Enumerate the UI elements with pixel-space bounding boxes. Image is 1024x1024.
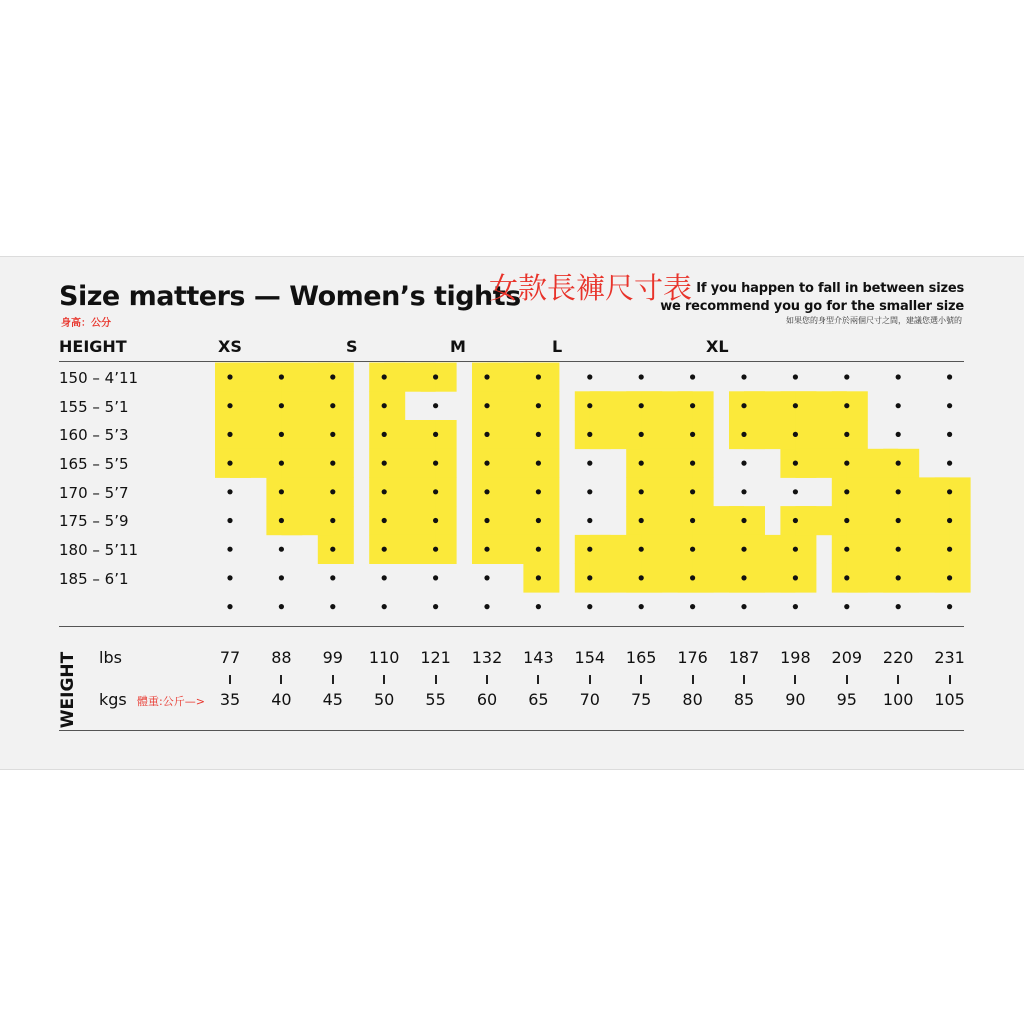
weight-tick <box>537 675 539 684</box>
grid-dot <box>382 374 387 379</box>
grid-dot <box>947 432 952 437</box>
weight-tick <box>435 675 437 684</box>
grid-dot <box>536 575 541 580</box>
size-region-joint-xl <box>898 535 949 564</box>
grid-dot <box>741 432 746 437</box>
grid-dot <box>484 403 489 408</box>
advice-line-1: If you happen to fall in between sizes <box>696 281 964 296</box>
weight-lbs-label: 99 <box>322 648 343 667</box>
grid-dot <box>484 518 489 523</box>
grid-dot <box>227 461 232 466</box>
grid-dot <box>947 518 952 523</box>
grid-dot <box>330 547 335 552</box>
height-row-label: 175 – 5’9 <box>59 512 129 530</box>
size-label-xl: XL <box>706 337 729 356</box>
weight-tick <box>280 675 282 684</box>
grid-dot <box>279 489 284 494</box>
size-region-joint-xs <box>281 363 332 392</box>
grid-dot <box>844 604 849 609</box>
weight-kgs-label: 100 <box>882 690 914 709</box>
grid-dot <box>741 489 746 494</box>
grid-dot <box>741 518 746 523</box>
chart-title: Size matters — Women’s tights <box>59 281 521 312</box>
size-region-joint-xl <box>898 564 949 593</box>
weight-kgs-label: 85 <box>733 690 755 709</box>
weight-kgs-label: 50 <box>374 690 395 709</box>
grid-dot <box>227 575 232 580</box>
weight-tick <box>794 675 796 684</box>
grid-dot <box>382 432 387 437</box>
weight-tick <box>589 675 591 684</box>
size-region-joint-l <box>744 564 795 593</box>
grid-dot <box>227 403 232 408</box>
size-region-joint-l <box>641 506 692 535</box>
grid-dot <box>382 518 387 523</box>
grid-dot <box>587 403 592 408</box>
grid-dot <box>896 432 901 437</box>
grid-dot <box>433 432 438 437</box>
grid-dot <box>844 489 849 494</box>
size-region-joint-m <box>487 506 538 535</box>
grid-dot <box>587 518 592 523</box>
grid-dot <box>896 518 901 523</box>
grid-dot <box>639 403 644 408</box>
size-region-joint-l <box>590 535 641 564</box>
grid-dot <box>587 575 592 580</box>
grid-dot <box>433 403 438 408</box>
grid-dot <box>741 374 746 379</box>
grid-dot <box>844 575 849 580</box>
size-region-joint-l <box>693 506 744 535</box>
grid-dot <box>433 374 438 379</box>
size-region-joint-xl <box>795 391 846 420</box>
grid-dot <box>279 461 284 466</box>
weight-kgs-label: 40 <box>271 690 292 709</box>
size-label-l: L <box>552 337 563 356</box>
chart-title-chinese: 女款長褲尺寸表 <box>489 271 693 305</box>
weight-lbs-label: 198 <box>780 648 811 667</box>
grid-dot <box>741 604 746 609</box>
size-region-joint-xs <box>230 363 281 392</box>
grid-dot <box>947 403 952 408</box>
size-region-joint-xl <box>847 564 898 593</box>
grid-dot <box>484 547 489 552</box>
grid-dot <box>433 518 438 523</box>
height-row-label: 165 – 5’5 <box>59 455 129 473</box>
grid-dot <box>741 547 746 552</box>
grid-dot <box>330 575 335 580</box>
grid-dot <box>484 575 489 580</box>
grid-dot <box>947 461 952 466</box>
grid-dot <box>793 547 798 552</box>
grid-dot <box>587 432 592 437</box>
size-region-joint-xs <box>230 391 281 420</box>
kgs-note-chinese: 體重:公斤—> <box>137 695 205 708</box>
grid-dot <box>896 461 901 466</box>
grid-dot <box>382 547 387 552</box>
size-region-joint-m <box>487 420 538 449</box>
grid-dot <box>844 432 849 437</box>
grid-dot <box>793 403 798 408</box>
grid-dot <box>690 604 695 609</box>
grid-dot <box>279 432 284 437</box>
weight-lbs-label: 231 <box>934 648 965 667</box>
size-region-joint-xs <box>281 420 332 449</box>
grid-dot <box>484 489 489 494</box>
grid-dot <box>587 374 592 379</box>
size-region-joint-s <box>384 535 435 564</box>
size-region-joint-l <box>641 477 692 506</box>
size-region-joint-xs <box>230 449 281 478</box>
grid-dot <box>690 518 695 523</box>
grid-dot <box>330 489 335 494</box>
size-region-joint-xl <box>744 420 795 449</box>
size-label-m: M <box>450 337 466 356</box>
weight-tick <box>846 675 848 684</box>
grid-dot <box>896 374 901 379</box>
weight-tick <box>949 675 951 684</box>
size-region-joint-l <box>641 391 692 420</box>
height-unit-note: 身高：公分 <box>61 318 111 329</box>
grid-dot <box>793 518 798 523</box>
grid-dot <box>947 575 952 580</box>
grid-dot <box>227 374 232 379</box>
grid-dot <box>330 604 335 609</box>
size-region-joint-xs <box>230 420 281 449</box>
grid-dot <box>433 461 438 466</box>
grid-dot <box>330 403 335 408</box>
grid-dot <box>227 547 232 552</box>
grid-dot <box>536 403 541 408</box>
height-column-header: HEIGHT <box>59 337 127 356</box>
grid-dot <box>330 461 335 466</box>
size-region-joint-xl <box>795 449 846 478</box>
unit-kgs-label: kgs <box>99 690 127 709</box>
weight-tick <box>743 675 745 684</box>
size-region-joint-xl <box>795 506 846 535</box>
grid-dot <box>793 432 798 437</box>
weight-lbs-label: 143 <box>523 648 554 667</box>
grid-dot <box>690 575 695 580</box>
size-label-s: S <box>346 337 358 356</box>
size-region-joint-m <box>487 391 538 420</box>
grid-dot <box>536 374 541 379</box>
size-region-joint-l <box>744 535 795 564</box>
grid-dot <box>844 461 849 466</box>
size-region-joint-m <box>487 477 538 506</box>
weight-kgs-label: 80 <box>682 690 703 709</box>
grid-dot <box>844 547 849 552</box>
grid-dot <box>382 403 387 408</box>
grid-dot <box>793 604 798 609</box>
grid-dot <box>896 604 901 609</box>
weight-tick <box>640 675 642 684</box>
weight-tick <box>383 675 385 684</box>
weight-lbs-label: 209 <box>831 648 863 667</box>
size-region-joint-l <box>590 564 641 593</box>
size-region-joint-s <box>384 449 435 478</box>
grid-dot <box>947 604 952 609</box>
grid-dot <box>896 403 901 408</box>
unit-lbs-label: lbs <box>99 648 122 667</box>
grid-dot <box>741 575 746 580</box>
height-row-label: 185 – 6’1 <box>59 570 129 588</box>
grid-dot <box>793 374 798 379</box>
weight-lbs-label: 77 <box>219 648 241 667</box>
grid-dot <box>690 432 695 437</box>
height-row-label: 150 – 4’11 <box>59 369 139 387</box>
height-row-label: 155 – 5’1 <box>59 398 129 416</box>
grid-dot <box>639 604 644 609</box>
size-region-joint-xs <box>281 449 332 478</box>
grid-dot <box>279 547 284 552</box>
grid-dot <box>690 489 695 494</box>
grid-dot <box>536 489 541 494</box>
grid-dot <box>947 489 952 494</box>
grid-dot <box>382 575 387 580</box>
grid-dot <box>587 489 592 494</box>
grid-dot <box>227 518 232 523</box>
size-region-joint-xl <box>898 506 949 535</box>
size-region-joint-s <box>384 420 435 449</box>
weight-lbs-label: 132 <box>471 648 503 667</box>
weight-tick <box>692 675 694 684</box>
size-label-xs: XS <box>218 337 242 356</box>
weight-kgs-label: 90 <box>785 690 806 709</box>
grid-dot <box>227 432 232 437</box>
advice-line-2: we recommend you go for the smaller size <box>660 299 964 314</box>
size-region-joint-m <box>487 535 538 564</box>
size-region-joint-m <box>487 363 538 392</box>
weight-kgs-label: 105 <box>934 690 965 709</box>
grid-dot <box>844 518 849 523</box>
size-region-joint-l <box>693 564 744 593</box>
grid-dot <box>896 575 901 580</box>
size-region-joint-xl <box>898 477 949 506</box>
grid-dot <box>484 604 489 609</box>
grid-dot <box>844 403 849 408</box>
grid-dot <box>227 604 232 609</box>
grid-dot <box>484 461 489 466</box>
size-region-joint-xs <box>281 477 332 506</box>
grid-dot <box>536 547 541 552</box>
weight-kgs-label: 55 <box>425 690 446 709</box>
weight-lbs-label: 176 <box>677 648 708 667</box>
grid-dot <box>741 461 746 466</box>
size-region-joint-l <box>641 564 692 593</box>
grid-dot <box>793 461 798 466</box>
grid-dot <box>896 547 901 552</box>
size-region-joint-s <box>384 477 435 506</box>
grid-dot <box>947 547 952 552</box>
grid-dot <box>382 604 387 609</box>
grid-dot <box>587 604 592 609</box>
grid-dot <box>639 432 644 437</box>
grid-dot <box>536 432 541 437</box>
grid-dot <box>279 403 284 408</box>
grid-dot <box>639 547 644 552</box>
grid-dot <box>639 518 644 523</box>
size-region-joint-l <box>590 420 641 449</box>
grid-dot <box>382 461 387 466</box>
weight-kgs-label: 60 <box>476 690 498 709</box>
size-region-cell-s <box>369 391 405 420</box>
weight-tick <box>897 675 899 684</box>
grid-dot <box>844 374 849 379</box>
size-region-joint-m <box>487 449 538 478</box>
size-region-joint-l <box>641 535 692 564</box>
weight-kgs-label: 75 <box>631 690 652 709</box>
grid-dot <box>639 489 644 494</box>
size-region-joint-xl <box>847 449 898 478</box>
size-region-cell-m <box>523 564 559 593</box>
grid-dot <box>330 518 335 523</box>
size-region-joint-xl <box>744 391 795 420</box>
size-region-joint-xl <box>847 506 898 535</box>
grid-dot <box>279 374 284 379</box>
weight-tick <box>229 675 231 684</box>
grid-dot <box>639 461 644 466</box>
grid-dot <box>330 374 335 379</box>
size-region-joint-l <box>590 391 641 420</box>
grid-dot <box>330 432 335 437</box>
grid-dot <box>896 489 901 494</box>
size-region-joint-xl <box>847 535 898 564</box>
size-region-cell-xs <box>318 535 354 564</box>
size-region-joint-xs <box>281 391 332 420</box>
size-region-joint-s <box>384 363 435 392</box>
grid-dot <box>484 374 489 379</box>
weight-lbs-label: 88 <box>271 648 292 667</box>
height-row-label: 160 – 5’3 <box>59 426 129 444</box>
grid-dot <box>279 518 284 523</box>
size-region-joint-l <box>693 535 744 564</box>
size-region-joint-s <box>384 506 435 535</box>
grid-dot <box>793 575 798 580</box>
grid-dot <box>279 575 284 580</box>
size-region-joint-l <box>641 420 692 449</box>
weight-lbs-label: 110 <box>368 648 400 667</box>
height-row-label: 180 – 5’11 <box>59 541 139 559</box>
size-region-joint-xl <box>795 420 846 449</box>
grid-dot <box>227 489 232 494</box>
size-region-joint-xs <box>281 506 332 535</box>
weight-lbs-label: 187 <box>728 648 760 667</box>
grid-dot <box>433 604 438 609</box>
grid-dot <box>947 374 952 379</box>
weight-tick <box>486 675 488 684</box>
grid-dot <box>587 461 592 466</box>
grid-dot <box>536 604 541 609</box>
weight-kgs-label: 45 <box>322 690 343 709</box>
grid-dot <box>536 518 541 523</box>
weight-kgs-label: 70 <box>579 690 600 709</box>
height-row-label: 170 – 5’7 <box>59 484 129 502</box>
grid-dot <box>793 489 798 494</box>
weight-axis-label: WEIGHT <box>58 651 78 729</box>
grid-dot <box>536 461 541 466</box>
weight-kgs-label: 95 <box>836 690 857 709</box>
grid-dot <box>741 403 746 408</box>
weight-kgs-label: 65 <box>528 690 549 709</box>
advice-chinese: 如果您的身型介於兩個尺寸之間，建議您選小號的 <box>786 316 962 325</box>
weight-tick <box>332 675 334 684</box>
grid-dot <box>433 547 438 552</box>
grid-dot <box>690 374 695 379</box>
grid-dot <box>484 432 489 437</box>
weight-lbs-label: 154 <box>574 648 606 667</box>
grid-dot <box>433 575 438 580</box>
weight-kgs-label: 35 <box>219 690 241 709</box>
grid-dot <box>639 575 644 580</box>
grid-dot <box>639 374 644 379</box>
size-region-joint-xl <box>847 477 898 506</box>
grid-dot <box>690 403 695 408</box>
weight-lbs-label: 165 <box>625 648 657 667</box>
grid-dot <box>433 489 438 494</box>
grid-dot <box>587 547 592 552</box>
weight-lbs-label: 220 <box>882 648 914 667</box>
grid-dot <box>690 461 695 466</box>
grid-dot <box>279 604 284 609</box>
grid-dot <box>382 489 387 494</box>
grid-dot <box>690 547 695 552</box>
size-region-joint-l <box>641 449 692 478</box>
weight-lbs-label: 121 <box>420 648 451 667</box>
